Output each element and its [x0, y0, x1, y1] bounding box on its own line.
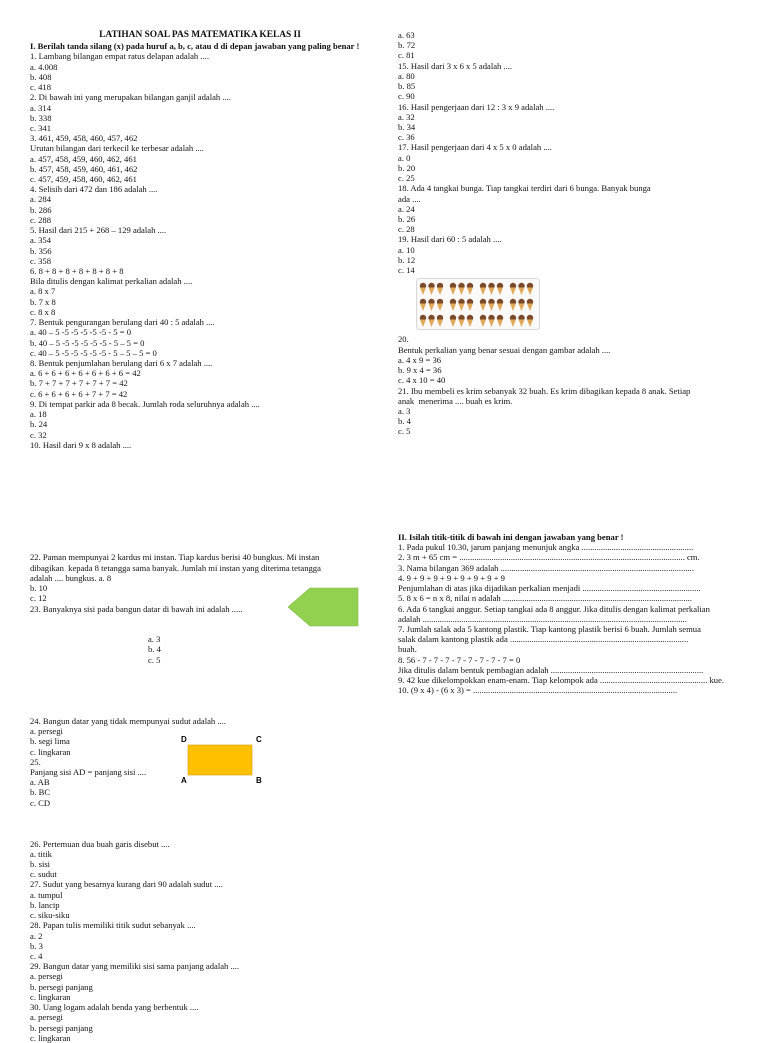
question-line: 23. Banyaknya sisi pada bangun datar di bawah ini adalah .....: [30, 603, 243, 614]
question-line: 6. 8 + 8 + 8 + 8 + 8 + 8 + 8: [30, 266, 124, 276]
question-line: b. 286: [30, 204, 52, 215]
question-line: 1. Lambang bilangan empat ratus delapan adalah ....: [30, 51, 209, 62]
question-line: a. 32: [398, 111, 415, 122]
question-line: b. BC: [30, 787, 51, 798]
question-line: 18. Ada 4 tangkai bunga. Tiap tangkai terdiri dari 6 bunga. Banyak bunga: [398, 183, 651, 194]
question-line: b. 4: [398, 416, 411, 427]
question-line: a. 24: [398, 203, 415, 214]
question-line: c. 90: [398, 91, 415, 102]
vertex-label-b: B: [256, 775, 262, 784]
question-line: b. 9 x 4 = 36: [398, 365, 442, 376]
question-line: b. lancip: [30, 899, 60, 910]
question-line: a. 6 + 6 + 6 + 6 + 6 + 6 + 6 = 42: [30, 368, 141, 379]
question-line: b. 4: [148, 644, 161, 655]
column-bottom-right: [398, 532, 743, 696]
question-line: Panjang sisi AD = panjang sisi ....: [30, 767, 147, 778]
colB2-list: [398, 334, 738, 436]
question-line: 22. Paman mempunyai 2 kardus mi instan. Tiap kardus berisi 40 bungkus. Mi instan: [30, 552, 320, 563]
question-line: b. 85: [398, 81, 416, 92]
question-line: 4. Selisih dari 472 dan 186 adalah ....: [30, 184, 158, 195]
question-line: c. 5: [148, 654, 161, 665]
question-line: 26. Pertemuan dua buah garis disebut ....: [30, 838, 170, 849]
vertex-label-a: A: [181, 775, 187, 784]
question-line: a. 354: [30, 235, 52, 246]
question-line: a. 0: [398, 152, 411, 163]
question-line: Bila ditulis dengan kalimat perkalian adalah ....: [30, 276, 193, 287]
question-line: anak menerima .... buah es krim.: [398, 395, 513, 406]
question-line: c. lingkaran: [30, 746, 71, 757]
question-line: a. 18: [30, 409, 47, 420]
question-line: 25.: [30, 756, 41, 767]
question-line: 29. Bangun datar yang memiliki sisi sama panjang adalah ....: [30, 961, 240, 972]
question-line: a. 3: [148, 634, 161, 645]
question-line: 3. Nama bilangan 369 adalah ..........................................................................................: [398, 562, 694, 573]
question-line: a. 40 – 5 -5 -5 -5 -5 -5 - 5 = 0: [30, 327, 132, 338]
column-top-left: [30, 30, 370, 450]
question-line: 9. Di tempat parkir ada 8 becak. Jumlah roda seluruhnya adalah ....: [30, 398, 260, 409]
question-line: Bentuk perkalian yang benar sesuai dengan gambar adalah ....: [398, 344, 611, 355]
question-line: salak dalam kantong plastik ada ...................................................................................: [398, 634, 689, 645]
question-line: b. 40 – 5 -5 -5 -5 -5 -5 - 5 – 5 = 0: [30, 337, 145, 348]
question-line: c. 358: [30, 255, 52, 266]
question-line: a. tumpul: [30, 889, 63, 900]
question-line: 7. Jumlah salak ada 5 kantong plastik. Tiap kantong plastik berisi 6 buah. Jumlah semua: [398, 623, 701, 634]
colC3-list: [30, 839, 360, 1043]
question-line: b. sisi: [30, 859, 51, 869]
question-line: 21. Ibu membeli es krim sebanyak 32 buah. Es krim dibagikan kepada 8 anak. Setiap: [398, 385, 691, 396]
question-line: b. 26: [398, 213, 416, 224]
question-line: c. 418: [30, 82, 52, 93]
question-line: b. 10: [30, 583, 48, 594]
question-line: b. persegi panjang: [30, 981, 93, 992]
question-line: dibagikan kepada 8 tetangga sama banyak. Jumlah mi instan yang diterima tetangga: [30, 562, 321, 573]
question-line: 17. Hasil pengerjaan dari 4 x 5 x 0 adalah ....: [398, 142, 552, 153]
question-line: 24. Bangun datar yang tidak mempunyai sudut adalah ....: [30, 715, 226, 726]
question-line: 6. Ada 6 tangkai anggur. Setiap tangkai ada 8 anggur. Jika ditulis dengan kalimat perkalian: [398, 603, 710, 614]
question-line: c. 32: [30, 429, 47, 440]
question-line: 3. 461, 459, 458, 460, 457, 462: [30, 133, 138, 144]
question-line: b. 34: [398, 121, 416, 132]
rectangle-shape: [188, 745, 252, 775]
question-line: c. 14: [398, 265, 415, 276]
question-line: b. segi lima: [30, 736, 70, 747]
question-line: c. 4 x 10 = 40: [398, 375, 446, 386]
question-line: c. 25: [398, 173, 415, 184]
question-line: c. 4: [30, 950, 43, 961]
question-line: a. 4.008: [30, 61, 58, 72]
question-line: adalah .... bungkus. a. 8: [30, 572, 112, 583]
question-line: 20.: [398, 334, 409, 345]
vertex-label-d: D: [181, 734, 187, 744]
question-line: a. 4 x 9 = 36: [398, 354, 442, 365]
question-line: a. 80: [398, 70, 415, 81]
question-line: c. CD: [30, 797, 51, 808]
question-line: 19. Hasil dari 60 : 5 adalah ....: [398, 234, 502, 245]
question-line: b. 338: [30, 112, 52, 123]
question-line: a. 284: [30, 194, 52, 205]
question-line: 30. Uang logam adalah benda yang berbentuk ....: [30, 1002, 199, 1013]
question-line: b. 457, 458, 459, 460, 461, 462: [30, 163, 138, 174]
question-line: a. 314: [30, 102, 52, 113]
question-line: c. 36: [398, 132, 415, 143]
question-line: ada ....: [398, 193, 421, 204]
question-line: c. 8 x 8: [30, 306, 56, 317]
column-bottom-left: [30, 532, 360, 1043]
section2-instruction: II. Isilah titik-titik di bawah ini dengan jawaban yang benar !: [398, 532, 624, 542]
question-line: b. 24: [30, 419, 48, 430]
question-line: c. 457, 459, 458, 460, 462, 461: [30, 174, 137, 185]
page-title: LATIHAN SOAL PAS MATEMATIKA KELAS II: [99, 30, 301, 40]
question-line: a. titik: [30, 848, 52, 859]
question-line: b. 408: [30, 71, 52, 82]
question-line: 8. Bentuk penjumlahan berulang dari 6 x 7 adalah ....: [30, 357, 213, 368]
question-line: c. 40 – 5 -5 -5 -5 -5 -5 - 5 – 5 – 5 = 0: [30, 347, 157, 358]
question-line: a. 2: [30, 930, 43, 941]
question-line: 16. Hasil pengerjaan dari 12 : 3 x 9 adalah ....: [398, 101, 555, 112]
question-line: Jika ditulis dalam bentuk pembagian adalah .......................................................................: [398, 664, 704, 675]
pentagon-shape: [288, 588, 358, 626]
question-line: c. 81: [398, 50, 415, 61]
question-line: c. 28: [398, 224, 415, 235]
question-line: a. 3: [398, 406, 411, 416]
question-line: a. AB: [30, 777, 50, 788]
question-line: 28. Papan tulis memiliki titik sudut sebanyak ....: [30, 920, 196, 931]
question-line: 8. 56 - 7 - 7 - 7 - 7 - 7 - 7 - 7 - 7 = 0: [398, 654, 521, 665]
question-line: b. 356: [30, 245, 52, 256]
question-line: 5. Hasil dari 215 + 268 – 129 adalah ....: [30, 225, 167, 236]
question-line: c. 5: [398, 426, 411, 437]
question-line: c. 12: [30, 593, 47, 604]
colA-list: [30, 51, 370, 450]
question-line: b. 12: [398, 254, 416, 265]
question-line: 15. Hasil dari 3 x 6 x 5 adalah ....: [398, 60, 513, 71]
q23-options: [30, 634, 360, 665]
question-line: b. 72: [398, 40, 416, 51]
question-line: b. persegi panjang: [30, 1022, 93, 1033]
question-line: b. 3: [30, 940, 43, 951]
question-line: c. 288: [30, 214, 52, 225]
question-line: b. 20: [398, 162, 416, 173]
question-line: a. 63: [398, 30, 415, 40]
question-line: b. 7 + 7 + 7 + 7 + 7 + 7 = 42: [30, 378, 128, 389]
colD-list: [398, 542, 743, 695]
question-line: c. lingkaran: [30, 991, 71, 1002]
question-line: 7. Bentuk pengurangan berulang dari 40 : 5 adalah ....: [30, 317, 215, 328]
question-line: 2. 3 m + 65 cm = ......................................................................................................... cm.: [398, 552, 700, 563]
question-line: c. sudut: [30, 869, 57, 880]
question-line: b. 7 x 8: [30, 296, 56, 307]
question-line: c. 6 + 6 + 6 + 6 + 7 + 7 = 42: [30, 388, 128, 399]
question-line: a. 457, 458, 459, 460, 462, 461: [30, 153, 137, 164]
question-line: a. 8 x 7: [30, 286, 56, 297]
column-top-right: [398, 30, 738, 437]
question-line: c. siku-siku: [30, 910, 70, 921]
pentagon-arrow-figure: [288, 587, 360, 627]
question-line: adalah ...........................................................................................................................: [398, 613, 687, 624]
question-line: c. 341: [30, 122, 52, 133]
question-line: 10. Hasil dari 9 x 8 adalah ....: [30, 439, 132, 450]
section1-instruction: I. Berilah tanda silang (x) pada huruf a, b, c, atau d di depan jawaban yang paling benar !: [30, 41, 360, 52]
question-line: a. persegi: [30, 971, 63, 982]
question-line: c. lingkaran: [30, 1032, 71, 1043]
question-line: 5. 8 x 6 = n x 8, nilai n adalah ........................................................................................: [398, 593, 692, 604]
question-line: 1. Pada pukul 10.30, jarum panjang menunjuk angka ....................................................: [398, 542, 694, 553]
question-line: a. persegi: [30, 1012, 63, 1023]
question-line: 9. 42 kue dikelompokkan enam-enam. Tiap kelompok ada .................................................. kue.: [398, 675, 725, 686]
question-line: a. persegi: [30, 726, 63, 737]
colB1-list: [398, 30, 738, 275]
ice-cream-groups-figure: [416, 278, 540, 330]
question-line: 27. Sudut yang besarnya kurang dari 90 adalah sudut ....: [30, 879, 223, 890]
vertex-label-c: C: [256, 734, 262, 744]
question-line: Penjumlahan di atas jika dijadikan perkalian menjadi .......................................................: [398, 583, 701, 594]
question-line: Urutan bilangan dari terkecil ke terbesar adalah ....: [30, 143, 204, 154]
question-line: buah.: [398, 644, 417, 655]
rectangle-abcd-figure: [180, 734, 300, 784]
question-line: 2. Di bawah ini yang merupakan bilangan ganjil adalah ....: [30, 92, 231, 103]
question-line: a. 10: [398, 244, 415, 255]
question-line: 10. (9 x 4) - (6 x 3) = ...............................................................................................: [398, 685, 678, 696]
question-line: 4. 9 + 9 + 9 + 9 + 9 + 9 + 9 + 9: [398, 572, 505, 583]
